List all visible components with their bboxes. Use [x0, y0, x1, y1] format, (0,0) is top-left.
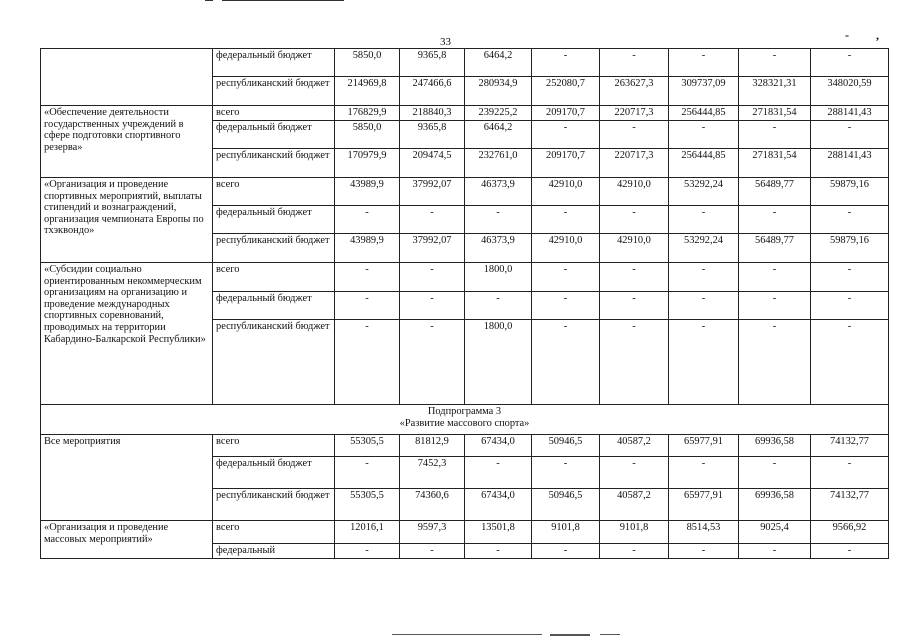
value-cell: 42910,0 [532, 234, 600, 263]
budget-source-cell: федеральный бюджет [213, 49, 335, 77]
value-cell: 7452,3 [400, 457, 465, 489]
value-cell: 271831,54 [739, 149, 811, 178]
value-cell: 74132,77 [811, 435, 889, 457]
budget-source-cell: всего [213, 178, 335, 206]
value-cell: - [669, 320, 739, 405]
value-cell: 50946,5 [532, 435, 600, 457]
value-cell: 6464,2 [465, 121, 532, 149]
value-cell: 5850,0 [335, 49, 400, 77]
subprogram-header [41, 405, 889, 435]
value-cell: - [400, 320, 465, 405]
value-cell: 74132,77 [811, 489, 889, 521]
value-cell: - [600, 544, 669, 559]
value-cell: 1800,0 [465, 320, 532, 405]
value-cell: 42910,0 [532, 178, 600, 206]
value-cell: - [600, 263, 669, 292]
subprogram-subtitle: «Развитие массового спорта» [399, 417, 530, 429]
value-cell: - [335, 206, 400, 234]
budget-source-cell: республиканский бюджет [213, 149, 335, 178]
value-cell: - [600, 457, 669, 489]
value-cell: 176829,9 [335, 106, 400, 121]
value-cell: - [811, 263, 889, 292]
value-cell: 42910,0 [600, 234, 669, 263]
value-cell: 9025,4 [739, 521, 811, 544]
budget-table [40, 48, 889, 559]
value-cell: - [400, 292, 465, 320]
value-cell: 81812,9 [400, 435, 465, 457]
bottom-scan-line [392, 634, 542, 635]
value-cell: - [811, 457, 889, 489]
value-cell: - [811, 206, 889, 234]
budget-source-cell: республиканский бюджет [213, 320, 335, 405]
value-cell: 256444,85 [669, 106, 739, 121]
value-cell: 9365,8 [400, 49, 465, 77]
value-cell: - [335, 320, 400, 405]
value-cell: - [669, 49, 739, 77]
value-cell: 69936,58 [739, 435, 811, 457]
value-cell: - [335, 544, 400, 559]
value-cell: 1800,0 [465, 263, 532, 292]
budget-source-cell: федеральный [213, 544, 335, 559]
value-cell: 42910,0 [600, 178, 669, 206]
value-cell: - [532, 457, 600, 489]
budget-source-cell: всего [213, 435, 335, 457]
value-cell: 5850,0 [335, 121, 400, 149]
value-cell: 209474,5 [400, 149, 465, 178]
value-cell: - [532, 121, 600, 149]
budget-source-cell: республиканский бюджет [213, 77, 335, 106]
value-cell: - [669, 457, 739, 489]
value-cell: 288141,43 [811, 106, 889, 121]
bottom-scan-mark-2 [600, 634, 620, 635]
bottom-scan-mark [550, 634, 590, 636]
value-cell: - [465, 206, 532, 234]
value-cell: 232761,0 [465, 149, 532, 178]
value-cell: 13501,8 [465, 521, 532, 544]
value-cell: 53292,24 [669, 178, 739, 206]
value-cell: - [400, 544, 465, 559]
value-cell: - [811, 544, 889, 559]
value-cell: 56489,77 [739, 234, 811, 263]
budget-source-cell: федеральный бюджет [213, 206, 335, 234]
value-cell: 214969,8 [335, 77, 400, 106]
measure-name-cell: «Субсидии социально ориентированным некоммерческим организациям на организацию и проведение международных спортивных соревнований, проводимых на территории Кабардино-Балкарской Республики» [41, 263, 213, 405]
value-cell: - [600, 292, 669, 320]
value-cell: 67434,0 [465, 489, 532, 521]
value-cell: - [739, 263, 811, 292]
measure-name-cell: «Обеспечение деятельности государственных учреждений в сфере подготовки спортивного резерва» [41, 106, 213, 178]
budget-source-cell: федеральный бюджет [213, 292, 335, 320]
value-cell: 50946,5 [532, 489, 600, 521]
value-cell: 263627,3 [600, 77, 669, 106]
value-cell: - [739, 206, 811, 234]
value-cell: 69936,58 [739, 489, 811, 521]
value-cell: 256444,85 [669, 149, 739, 178]
measure-name-cell: Все мероприятия [41, 435, 213, 521]
value-cell: - [465, 457, 532, 489]
value-cell: 46373,9 [465, 234, 532, 263]
value-cell: 209170,7 [532, 106, 600, 121]
value-cell: 8514,53 [669, 521, 739, 544]
value-cell: - [669, 121, 739, 149]
value-cell: 37992,07 [400, 234, 465, 263]
value-cell: 59879,16 [811, 234, 889, 263]
value-cell: - [669, 206, 739, 234]
table-row [41, 49, 889, 77]
value-cell: - [532, 292, 600, 320]
measure-name-cell: «Организация и проведение спортивных мероприятий, выплаты стипендий и вознаграждений, организация чемпионата Европы по тхэквондо» [41, 178, 213, 263]
value-cell: - [335, 263, 400, 292]
value-cell: - [532, 206, 600, 234]
value-cell: 239225,2 [465, 106, 532, 121]
value-cell: - [532, 49, 600, 77]
value-cell: 65977,91 [669, 435, 739, 457]
value-cell: - [532, 263, 600, 292]
value-cell: 309737,09 [669, 77, 739, 106]
budget-source-cell: республиканский бюджет [213, 489, 335, 521]
value-cell: - [669, 263, 739, 292]
value-cell: 40587,2 [600, 435, 669, 457]
value-cell: 43989,9 [335, 178, 400, 206]
value-cell: - [811, 292, 889, 320]
value-cell: - [400, 263, 465, 292]
table-row [41, 521, 889, 544]
value-cell: - [739, 544, 811, 559]
subprogram-row [41, 405, 889, 435]
top-scan-line [222, 0, 344, 1]
value-cell: - [669, 292, 739, 320]
value-cell: 9597,3 [400, 521, 465, 544]
value-cell: 247466,6 [400, 77, 465, 106]
value-cell: 53292,24 [669, 234, 739, 263]
value-cell: - [600, 320, 669, 405]
value-cell: 9101,8 [532, 521, 600, 544]
value-cell: 328321,31 [739, 77, 811, 106]
measure-name-cell: «Организация и проведение массовых мероприятий» [41, 521, 213, 559]
value-cell: - [600, 121, 669, 149]
budget-source-cell: федеральный бюджет [213, 457, 335, 489]
value-cell: - [739, 320, 811, 405]
value-cell: - [465, 544, 532, 559]
subprogram-title: Подпрограмма 3 [427, 406, 502, 417]
value-cell: 271831,54 [739, 106, 811, 121]
value-cell: - [739, 457, 811, 489]
value-cell: 59879,16 [811, 178, 889, 206]
value-cell: - [739, 292, 811, 320]
value-cell: 218840,3 [400, 106, 465, 121]
value-cell: 9365,8 [400, 121, 465, 149]
value-cell: - [811, 320, 889, 405]
value-cell: 209170,7 [532, 149, 600, 178]
value-cell: - [532, 320, 600, 405]
value-cell: 67434,0 [465, 435, 532, 457]
value-cell: 170979,9 [335, 149, 400, 178]
value-cell: - [335, 457, 400, 489]
value-cell: 280934,9 [465, 77, 532, 106]
value-cell: - [811, 49, 889, 77]
value-cell: 43989,9 [335, 234, 400, 263]
page-number: 33 [440, 36, 451, 48]
measure-name-cell [41, 49, 213, 106]
budget-source-cell: республиканский бюджет [213, 234, 335, 263]
table-row [41, 435, 889, 457]
value-cell: 12016,1 [335, 521, 400, 544]
value-cell: - [739, 121, 811, 149]
value-cell: 55305,5 [335, 489, 400, 521]
budget-source-cell: всего [213, 106, 335, 121]
value-cell: - [600, 206, 669, 234]
value-cell: 9101,8 [600, 521, 669, 544]
value-cell: - [811, 121, 889, 149]
value-cell: - [465, 292, 532, 320]
value-cell: 288141,43 [811, 149, 889, 178]
table-row [41, 178, 889, 206]
value-cell: 37992,07 [400, 178, 465, 206]
value-cell: 6464,2 [465, 49, 532, 77]
top-scan-mark-left [205, 0, 213, 1]
budget-source-cell: федеральный бюджет [213, 121, 335, 149]
value-cell: 9566,92 [811, 521, 889, 544]
corner-scan-mark: - , [845, 28, 891, 42]
value-cell: - [739, 49, 811, 77]
value-cell: - [335, 292, 400, 320]
value-cell: 56489,77 [739, 178, 811, 206]
value-cell: 55305,5 [335, 435, 400, 457]
budget-source-cell: всего [213, 521, 335, 544]
value-cell: - [400, 206, 465, 234]
table-row [41, 106, 889, 121]
value-cell: 74360,6 [400, 489, 465, 521]
value-cell: - [600, 49, 669, 77]
table-row [41, 263, 889, 292]
value-cell: - [669, 544, 739, 559]
value-cell: 40587,2 [600, 489, 669, 521]
value-cell: 46373,9 [465, 178, 532, 206]
value-cell: - [532, 544, 600, 559]
budget-source-cell: всего [213, 263, 335, 292]
value-cell: 220717,3 [600, 149, 669, 178]
value-cell: 252080,7 [532, 77, 600, 106]
value-cell: 220717,3 [600, 106, 669, 121]
value-cell: 348020,59 [811, 77, 889, 106]
value-cell: 65977,91 [669, 489, 739, 521]
